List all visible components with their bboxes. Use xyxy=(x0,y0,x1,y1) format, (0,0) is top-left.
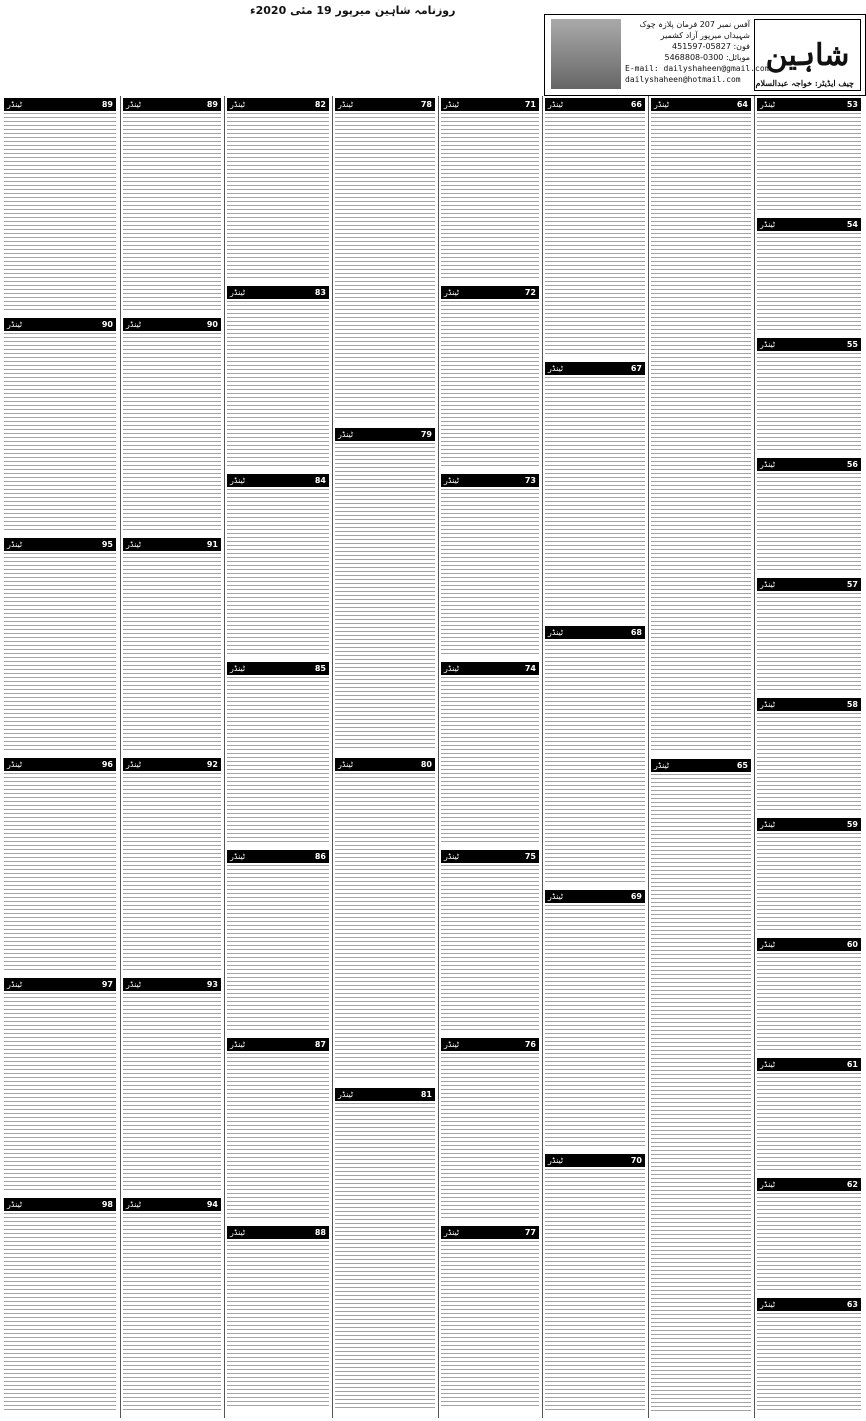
tender-notice xyxy=(227,474,329,658)
tender-number: 90 xyxy=(206,320,218,329)
tender-notice xyxy=(123,538,221,754)
tender-notice xyxy=(545,626,645,886)
tower-image xyxy=(551,19,621,89)
tender-notice xyxy=(227,662,329,846)
tender-tag xyxy=(4,318,116,331)
tender-number: 91 xyxy=(206,540,218,549)
notice-body-text xyxy=(757,1313,861,1411)
tender-notice xyxy=(545,362,645,622)
tender-tag xyxy=(227,662,329,675)
tender-tag xyxy=(4,98,116,111)
notice-body-text xyxy=(757,1193,861,1291)
notice-body-text xyxy=(227,301,329,467)
tender-notice xyxy=(227,286,329,470)
tender-tag xyxy=(545,362,645,375)
tender-number: 71 xyxy=(524,100,536,109)
notice-body-text xyxy=(441,489,539,655)
notice-body-text xyxy=(757,593,861,691)
tender-label: ٹینڈر xyxy=(444,476,460,485)
masthead xyxy=(544,14,866,96)
tender-label: ٹینڈر xyxy=(444,1228,460,1237)
tender-label: ٹینڈر xyxy=(444,100,460,109)
tender-tag xyxy=(335,98,435,111)
notice-body-text xyxy=(441,865,539,1031)
notice-body-text xyxy=(335,113,435,421)
tender-number: 80 xyxy=(420,760,432,769)
tender-tag xyxy=(441,98,539,111)
tender-number: 68 xyxy=(630,628,642,637)
notice-body-text xyxy=(757,953,861,1051)
tender-notice xyxy=(335,98,435,424)
tender-tag xyxy=(123,98,221,111)
notice-body-text xyxy=(757,113,861,211)
tender-notice xyxy=(123,758,221,974)
notice-body-text xyxy=(545,113,645,355)
tender-label: ٹینڈر xyxy=(338,1090,354,1099)
tender-label: ٹینڈر xyxy=(548,628,564,637)
tender-label: ٹینڈر xyxy=(230,852,246,861)
notice-body-text xyxy=(545,1169,645,1411)
paper-logo xyxy=(754,19,861,91)
tender-label: ٹینڈر xyxy=(548,892,564,901)
mobile-number: 0300-5468808 xyxy=(664,53,724,62)
tender-number: 76 xyxy=(524,1040,536,1049)
tender-tag xyxy=(757,218,861,231)
notice-body-text xyxy=(123,553,221,751)
tender-number: 72 xyxy=(524,288,536,297)
tender-notice xyxy=(4,1198,116,1414)
tender-label: ٹینڈر xyxy=(760,940,776,949)
tender-tag xyxy=(227,98,329,111)
notice-body-text xyxy=(4,553,116,751)
tender-notice xyxy=(123,318,221,534)
tender-label: ٹینڈر xyxy=(760,700,776,709)
tender-label: ٹینڈر xyxy=(548,364,564,373)
tender-number: 81 xyxy=(420,1090,432,1099)
tender-label: ٹینڈر xyxy=(230,1040,246,1049)
tender-tag xyxy=(4,978,116,991)
notice-body-text xyxy=(123,773,221,971)
tender-number: 95 xyxy=(101,540,113,549)
tender-tag xyxy=(545,626,645,639)
email-2: dailyshaheen@hotmail.com xyxy=(625,75,741,84)
notice-body-text xyxy=(4,993,116,1191)
tender-notice xyxy=(441,286,539,470)
notice-body-text xyxy=(4,113,116,311)
column-3 xyxy=(224,96,331,1418)
notice-body-text xyxy=(227,489,329,655)
tender-notice xyxy=(441,850,539,1034)
tender-tag xyxy=(4,538,116,551)
tender-number: 78 xyxy=(420,100,432,109)
tender-label: ٹینڈر xyxy=(760,580,776,589)
tender-notice xyxy=(757,578,861,694)
notice-body-text xyxy=(123,1213,221,1411)
tender-number: 59 xyxy=(846,820,858,829)
tender-number: 69 xyxy=(630,892,642,901)
tender-notice xyxy=(4,978,116,1194)
tender-notice xyxy=(335,428,435,754)
tender-tag xyxy=(651,759,751,772)
tender-notice xyxy=(227,1226,329,1410)
notice-body-text xyxy=(441,1241,539,1407)
tender-number: 65 xyxy=(736,761,748,770)
notice-body-text xyxy=(227,113,329,279)
column-1 xyxy=(2,96,118,1418)
tender-label: ٹینڈر xyxy=(7,1200,23,1209)
tender-number: 88 xyxy=(314,1228,326,1237)
tender-label: ٹینڈر xyxy=(444,664,460,673)
tender-notice xyxy=(335,758,435,1084)
notice-body-text xyxy=(123,993,221,1191)
tender-number: 64 xyxy=(736,100,748,109)
tender-label: ٹینڈر xyxy=(126,540,142,549)
tender-label: ٹینڈر xyxy=(548,1156,564,1165)
tender-notice xyxy=(4,318,116,534)
tender-tag xyxy=(123,1198,221,1211)
tender-number: 82 xyxy=(314,100,326,109)
notice-body-text xyxy=(123,333,221,531)
tender-label: ٹینڈر xyxy=(230,664,246,673)
tender-tag xyxy=(757,1298,861,1311)
tender-notice xyxy=(757,338,861,454)
tender-number: 62 xyxy=(846,1180,858,1189)
tender-number: 73 xyxy=(524,476,536,485)
notice-body-text xyxy=(545,641,645,883)
notice-body-text xyxy=(441,1053,539,1219)
tender-label: ٹینڈر xyxy=(7,100,23,109)
tender-tag xyxy=(227,1226,329,1239)
tender-notice xyxy=(123,978,221,1194)
tender-label: ٹینڈر xyxy=(126,100,142,109)
tender-notice xyxy=(757,98,861,214)
tender-label: ٹینڈر xyxy=(760,460,776,469)
tender-number: 66 xyxy=(630,100,642,109)
column-8 xyxy=(754,96,863,1418)
tender-label: ٹینڈر xyxy=(444,288,460,297)
tender-tag xyxy=(651,98,751,111)
tender-number: 54 xyxy=(846,220,858,229)
tender-notice xyxy=(651,759,751,1416)
tender-number: 55 xyxy=(846,340,858,349)
tender-label: ٹینڈر xyxy=(7,980,23,989)
tender-tag xyxy=(441,286,539,299)
tender-number: 93 xyxy=(206,980,218,989)
tender-tag xyxy=(441,662,539,675)
tender-number: 53 xyxy=(846,100,858,109)
tender-tag xyxy=(227,850,329,863)
tender-number: 89 xyxy=(101,100,113,109)
tender-number: 67 xyxy=(630,364,642,373)
tender-label: ٹینڈر xyxy=(126,980,142,989)
tender-label: ٹینڈر xyxy=(126,1200,142,1209)
tender-tag xyxy=(757,1178,861,1191)
tender-notice xyxy=(545,890,645,1150)
tender-label: ٹینڈر xyxy=(7,760,23,769)
tender-tag xyxy=(4,758,116,771)
tender-tag xyxy=(227,474,329,487)
tender-label: ٹینڈر xyxy=(444,1040,460,1049)
phone-label: فون: xyxy=(733,42,750,51)
tender-number: 86 xyxy=(314,852,326,861)
tender-tag xyxy=(757,1058,861,1071)
tender-label: ٹینڈر xyxy=(338,100,354,109)
tender-notice xyxy=(757,458,861,574)
tender-number: 77 xyxy=(524,1228,536,1237)
notice-body-text xyxy=(227,1241,329,1407)
notice-body-text xyxy=(441,677,539,843)
notice-body-text xyxy=(757,833,861,931)
tender-number: 85 xyxy=(314,664,326,673)
tender-notice xyxy=(757,938,861,1054)
notice-body-text xyxy=(441,113,539,279)
tender-notice xyxy=(227,98,329,282)
tender-tag xyxy=(757,98,861,111)
notice-body-text xyxy=(335,1103,435,1411)
email-label: E-mail: xyxy=(625,64,659,73)
notice-body-text xyxy=(227,865,329,1031)
tender-notice xyxy=(757,1178,861,1294)
tender-tag xyxy=(335,428,435,441)
tender-number: 97 xyxy=(101,980,113,989)
notice-body-text xyxy=(227,1053,329,1219)
tender-label: ٹینڈر xyxy=(7,320,23,329)
tender-label: ٹینڈر xyxy=(444,852,460,861)
tender-tag xyxy=(227,1038,329,1051)
email-1: dailyshaheen@gmail.com xyxy=(663,64,770,73)
tender-notice xyxy=(757,1298,861,1414)
tender-label: ٹینڈر xyxy=(126,320,142,329)
tender-label: ٹینڈر xyxy=(760,1180,776,1189)
tender-tag xyxy=(441,850,539,863)
tender-tag xyxy=(123,318,221,331)
notice-body-text xyxy=(545,377,645,619)
tender-label: ٹینڈر xyxy=(760,820,776,829)
notice-body-text xyxy=(335,443,435,751)
editor-line: چیف ایڈیٹر: خواجہ عبدالسلام xyxy=(755,78,854,88)
notice-body-text xyxy=(757,233,861,331)
tender-label: ٹینڈر xyxy=(654,100,670,109)
tender-tag xyxy=(441,1226,539,1239)
tender-notice xyxy=(545,1154,645,1414)
tender-label: ٹینڈر xyxy=(230,100,246,109)
tender-tag xyxy=(441,474,539,487)
tender-tag xyxy=(4,1198,116,1211)
notice-body-text xyxy=(441,301,539,467)
column-6 xyxy=(542,96,647,1418)
column-2 xyxy=(120,96,223,1418)
tender-label: ٹینڈر xyxy=(760,1060,776,1069)
tender-notice xyxy=(441,662,539,846)
paper-name: شاہین xyxy=(765,37,850,73)
tender-notice xyxy=(123,98,221,314)
tender-tag xyxy=(335,1088,435,1101)
tender-tag xyxy=(757,938,861,951)
tender-tag xyxy=(757,338,861,351)
tender-number: 96 xyxy=(101,760,113,769)
tender-number: 84 xyxy=(314,476,326,485)
tender-tag xyxy=(123,538,221,551)
tender-number: 74 xyxy=(524,664,536,673)
notice-body-text xyxy=(545,905,645,1147)
tender-label: ٹینڈر xyxy=(654,761,670,770)
tender-label: ٹینڈر xyxy=(230,476,246,485)
tender-tag xyxy=(335,758,435,771)
tender-tag xyxy=(545,890,645,903)
column-7 xyxy=(648,96,753,1418)
tender-number: 94 xyxy=(206,1200,218,1209)
notice-body-text xyxy=(757,473,861,571)
tender-notice xyxy=(651,98,751,755)
notice-body-text xyxy=(4,333,116,531)
tender-number: 61 xyxy=(846,1060,858,1069)
tender-tag xyxy=(757,698,861,711)
tender-notice xyxy=(441,474,539,658)
tender-tag xyxy=(123,758,221,771)
notice-body-text xyxy=(651,113,751,752)
date-line: روزنامہ شاہین میرپور 19 مئی 2020ء xyxy=(250,4,456,17)
tender-label: ٹینڈر xyxy=(760,220,776,229)
tender-number: 58 xyxy=(846,700,858,709)
mobile-label: موبائل: xyxy=(725,53,750,62)
tender-tag xyxy=(545,1154,645,1167)
tender-label: ٹینڈر xyxy=(230,288,246,297)
tender-number: 70 xyxy=(630,1156,642,1165)
notice-body-text xyxy=(335,773,435,1081)
tender-notice xyxy=(227,850,329,1034)
tender-notice xyxy=(227,1038,329,1222)
tender-notice xyxy=(123,1198,221,1414)
notice-body-text xyxy=(4,1213,116,1411)
tender-number: 83 xyxy=(314,288,326,297)
tender-notice xyxy=(335,1088,435,1414)
tender-label: ٹینڈر xyxy=(126,760,142,769)
tender-number: 92 xyxy=(206,760,218,769)
tender-label: ٹینڈر xyxy=(548,100,564,109)
tender-tag xyxy=(441,1038,539,1051)
tender-notice xyxy=(4,538,116,754)
tender-notice xyxy=(757,698,861,814)
tender-notice xyxy=(441,1038,539,1222)
tender-number: 89 xyxy=(206,100,218,109)
office-address: آفس نمبر 207 فرمان پلازہ چوک شہیداں میرپور آزاد کشمیر xyxy=(639,20,750,40)
tender-notice xyxy=(545,98,645,358)
tender-number: 57 xyxy=(846,580,858,589)
tender-number: 60 xyxy=(846,940,858,949)
notice-body-text xyxy=(227,677,329,843)
tender-notice xyxy=(441,98,539,282)
contact-block xyxy=(625,19,770,89)
notice-body-text xyxy=(4,773,116,971)
tender-tag xyxy=(757,578,861,591)
tender-notice xyxy=(757,1058,861,1174)
phone-number: 05827-451597 xyxy=(672,42,731,51)
tender-label: ٹینڈر xyxy=(760,1300,776,1309)
tender-label: ٹینڈر xyxy=(338,760,354,769)
tender-notice xyxy=(757,818,861,934)
tender-label: ٹینڈر xyxy=(760,340,776,349)
tender-number: 87 xyxy=(314,1040,326,1049)
tender-columns xyxy=(2,96,864,1418)
notice-body-text xyxy=(757,353,861,451)
tender-tag xyxy=(123,978,221,991)
notice-body-text xyxy=(757,1073,861,1171)
tender-number: 75 xyxy=(524,852,536,861)
tender-tag xyxy=(757,458,861,471)
tender-tag xyxy=(227,286,329,299)
tender-label: ٹینڈر xyxy=(338,430,354,439)
tender-number: 56 xyxy=(846,460,858,469)
tender-notice xyxy=(4,758,116,974)
tender-notice xyxy=(4,98,116,314)
tender-number: 98 xyxy=(101,1200,113,1209)
tender-label: ٹینڈر xyxy=(7,540,23,549)
tender-number: 63 xyxy=(846,1300,858,1309)
column-5 xyxy=(438,96,541,1418)
tender-label: ٹینڈر xyxy=(760,100,776,109)
tender-notice xyxy=(441,1226,539,1410)
tender-label: ٹینڈر xyxy=(230,1228,246,1237)
tender-notice xyxy=(757,218,861,334)
notice-body-text xyxy=(123,113,221,311)
notice-body-text xyxy=(651,774,751,1413)
notice-body-text xyxy=(757,713,861,811)
tender-tag xyxy=(545,98,645,111)
column-4 xyxy=(332,96,437,1418)
tender-tag xyxy=(757,818,861,831)
tender-number: 79 xyxy=(420,430,432,439)
tender-number: 90 xyxy=(101,320,113,329)
